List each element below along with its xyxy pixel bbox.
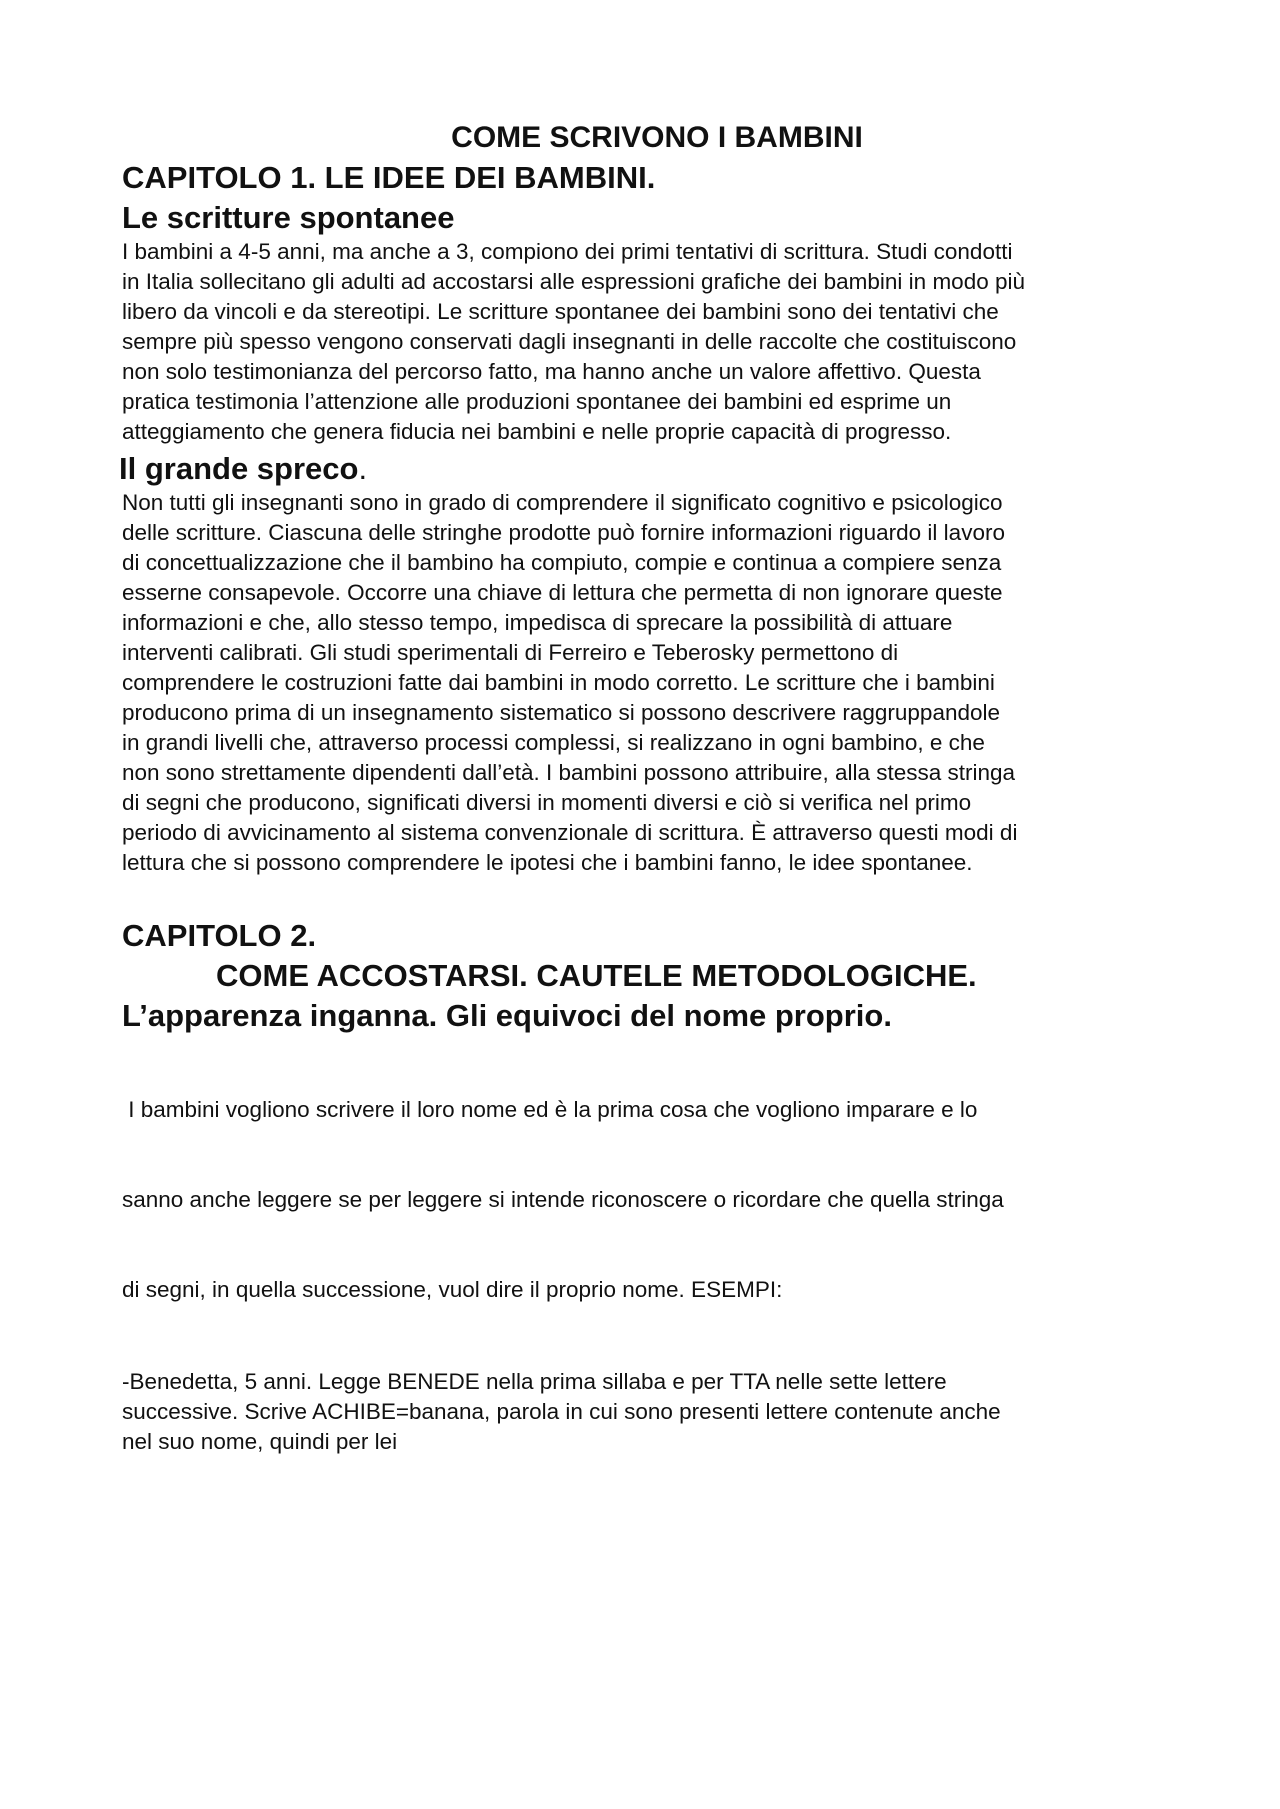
paragraph-line: comprendere le costruzioni fatte dai bambini in modo corretto. Le scritture che i bambini [122,670,995,695]
paragraph-line: libero da vincoli e da stereotipi. Le scritture spontanee dei bambini sono dei tentativi che [122,299,999,324]
paragraph-line: lettura che si possono comprendere le ipotesi che i bambini fanno, le idee spontanee. [122,850,973,875]
paragraph-line: sanno anche leggere se per leggere si intende riconoscere o ricordare che quella stringa [122,1187,1004,1212]
paragraph-line: di segni che producono, significati diversi in momenti diversi e ciò si verifica nel primo [122,790,972,815]
paragraph-line: in grandi livelli che, attraverso processi complessi, si realizzano in ogni bambino, e che [122,730,985,755]
paragraph-line: esserne consapevole. Occorre una chiave di lettura che permetta di non ignorare queste [122,580,1003,605]
paragraph-line: interventi calibrati. Gli studi sperimentali di Ferreiro e Teberosky permettono di [122,640,899,665]
paragraph-line: producono prima di un insegnamento sistematico si possono descrivere raggruppandole [122,700,1001,725]
paragraph-line: di concettualizzazione che il bambino ha compiuto, compie e continua a compiere senza [122,550,1002,575]
paragraph-line: di segni, in quella successione, vuol dire il proprio nome. ESEMPI: [122,1277,783,1302]
paragraph-nome-proprio [122,1035,1172,1365]
paragraph-line: informazioni e che, allo stesso tempo, impedisca di sprecare la possibilità di attuare [122,610,953,635]
section-heading-dot: . [358,451,368,486]
chapter-2-subheading: COME ACCOSTARSI. CAUTELE METODOLOGICHE. [216,958,977,993]
paragraph-line: non sono strettamente dipendenti dall’età. I bambini possono attribuire, alla stessa stringa [122,760,1016,785]
section-grande-spreco-heading [119,449,1172,489]
paragraph-line: -Benedetta, 5 anni. Legge BENEDE nella prima sillaba e per TTA nelle sette lettere [122,1369,947,1394]
paragraph-line: Non tutti gli insegnanti sono in grado di comprendere il significato cognitivo e psicologico [122,490,1003,515]
paragraph-grande-spreco [122,488,1172,878]
paragraph-line: atteggiamento che genera fiducia nei bambini e nelle proprie capacità di progresso. [122,419,952,444]
paragraph-line: periodo di avvicinamento al sistema convenzionale di scrittura. È attraverso questi modi di [122,820,1018,845]
paragraph-scritture-spontanee [122,237,1172,447]
paragraph-line: delle scritture. Ciascuna delle stringhe prodotte può fornire informazioni riguardo il lavoro [122,520,1005,545]
section-heading-text: Il grande spreco [119,451,359,486]
paragraph-line: pratica testimonia l’attenzione alle produzioni spontanee dei bambini ed esprime un [122,389,952,414]
paragraph-line: sempre più spesso vengono conservati dagli insegnanti in delle raccolte che costituiscono [122,329,1017,354]
paragraph-esempio-benedetta [122,1367,1172,1457]
paragraph-line: I bambini vogliono scrivere il loro nome ed è la prima cosa che vogliono imparare e lo [122,1097,978,1122]
section-apparenza-inganna-heading: L’apparenza inganna. Gli equivoci del nome proprio. [122,998,892,1033]
document-page [119,118,1172,1457]
paragraph-line: nel suo nome, quindi per lei [122,1429,398,1454]
chapter-2-heading: CAPITOLO 2. [122,918,317,953]
paragraph-line: successive. Scrive ACHIBE=banana, parola in cui sono presenti lettere contenute anche [122,1399,1001,1424]
paragraph-line: in Italia sollecitano gli adulti ad accostarsi alle espressioni grafiche dei bambini in modo più [122,269,1025,294]
paragraph-line: non solo testimonianza del percorso fatto, ma hanno anche un valore affettivo. Questa [122,359,981,384]
paragraph-line: I bambini a 4-5 anni, ma anche a 3, compiono dei primi tentativi di scrittura. Studi condotti [122,239,1013,264]
document-title: COME SCRIVONO I BAMBINI [451,121,863,154]
section-scritture-spontanee-heading: Le scritture spontanee [122,200,455,235]
chapter-1-heading: CAPITOLO 1. LE IDEE DEI BAMBINI. [122,160,656,195]
